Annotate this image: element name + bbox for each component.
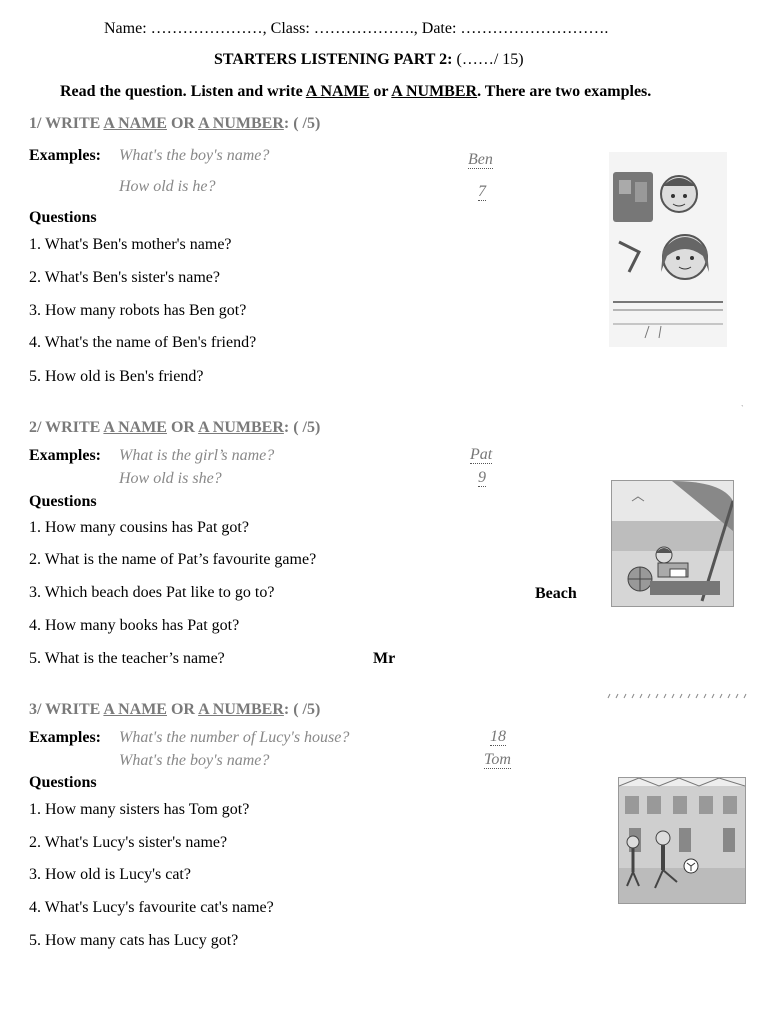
scan-mark: ` xyxy=(741,404,744,413)
section-3-heading xyxy=(29,701,320,719)
questions-label: Questions xyxy=(29,774,97,791)
question-item: 3. How old is Lucy's cat? xyxy=(29,866,191,883)
beach-hint: Beach xyxy=(535,585,577,602)
scan-mark xyxy=(606,686,752,692)
section-number: 3/ WRITE xyxy=(29,701,104,718)
question-item: 5. What is the teacher’s name? xyxy=(29,650,225,667)
section-2-heading xyxy=(29,419,320,437)
a-name-label: A NAME xyxy=(103,701,167,718)
question-item: 3. Which beach does Pat like to go to? xyxy=(29,584,275,601)
question-item: 2. What's Ben's sister's name? xyxy=(29,269,220,286)
question-item: 2. What is the name of Pat’s favourite game? xyxy=(29,551,317,568)
a-number-label: A NUMBER xyxy=(198,115,284,132)
example-question: What's the number of Lucy's house? xyxy=(119,729,350,746)
example-answer: Tom xyxy=(484,751,511,768)
instructions-a-name: A NAME xyxy=(305,83,370,100)
question-item: 3. How many robots has Ben got? xyxy=(29,302,247,319)
title-text: STARTERS LISTENING PART 2: xyxy=(214,51,453,68)
examples-label: Examples: xyxy=(29,729,101,746)
a-number-label: A NUMBER xyxy=(198,419,284,436)
example-answer: Pat xyxy=(470,446,493,463)
example-question: How old is she? xyxy=(119,470,222,487)
question-item: 4. How many books has Pat got? xyxy=(29,617,240,634)
example-question: How old is he? xyxy=(119,178,216,195)
example-answer: Ben xyxy=(468,151,493,168)
a-name-label: A NAME xyxy=(103,115,167,132)
instructions-text: Read the question. Listen and write xyxy=(60,83,306,100)
section-score: : ( /5) xyxy=(283,419,321,436)
questions-label: Questions xyxy=(29,493,97,510)
question-item: 4. What's Lucy's favourite cat's name? xyxy=(29,899,274,916)
or-label: OR xyxy=(166,419,199,436)
example-question: What's the boy's name? xyxy=(119,752,270,769)
section-score: : ( /5) xyxy=(283,701,321,718)
instructions-or: or xyxy=(369,83,392,100)
total-score: (……/ 15) xyxy=(452,51,524,68)
section-number: 1/ WRITE xyxy=(29,115,104,132)
question-item: 1. What's Ben's mother's name? xyxy=(29,236,232,253)
example-question: What's the boy's name? xyxy=(119,147,270,164)
instructions-a-number: A NUMBER xyxy=(391,83,478,100)
example-question: What is the girl’s name? xyxy=(119,447,275,464)
mr-hint: Mr xyxy=(373,650,396,667)
examples-label: Examples: xyxy=(29,147,101,164)
question-item: 1. How many sisters has Tom got? xyxy=(29,801,250,818)
question-item: 2. What's Lucy's sister's name? xyxy=(29,834,228,851)
section-1-heading xyxy=(29,115,320,133)
question-item: 1. How many cousins has Pat got? xyxy=(29,519,249,536)
a-number-label: A NUMBER xyxy=(198,701,284,718)
a-name-label: A NAME xyxy=(103,419,167,436)
example-answer: 7 xyxy=(478,183,486,200)
section-number: 2/ WRITE xyxy=(29,419,104,436)
section-score: : ( /5) xyxy=(283,115,321,132)
example-answer: 9 xyxy=(478,469,486,486)
or-label: OR xyxy=(166,115,199,132)
worksheet-title xyxy=(214,51,524,69)
examples-label: Examples: xyxy=(29,447,101,464)
ben-family-illustration xyxy=(609,152,727,347)
lucy-street-illustration xyxy=(618,777,746,904)
example-answer: 18 xyxy=(490,728,506,745)
instructions xyxy=(60,83,651,101)
pat-beach-illustration xyxy=(611,480,734,607)
question-item: 5. How many cats has Lucy got? xyxy=(29,932,239,949)
or-label: OR xyxy=(166,701,199,718)
question-item: 5. How old is Ben's friend? xyxy=(29,368,204,385)
questions-label: Questions xyxy=(29,209,97,226)
instructions-end: . There are two examples. xyxy=(477,83,652,100)
question-item: 4. What's the name of Ben's friend? xyxy=(29,334,257,351)
name-class-date-line: Name: …………………, Class: ………………., Date: ………………………. xyxy=(104,20,609,37)
